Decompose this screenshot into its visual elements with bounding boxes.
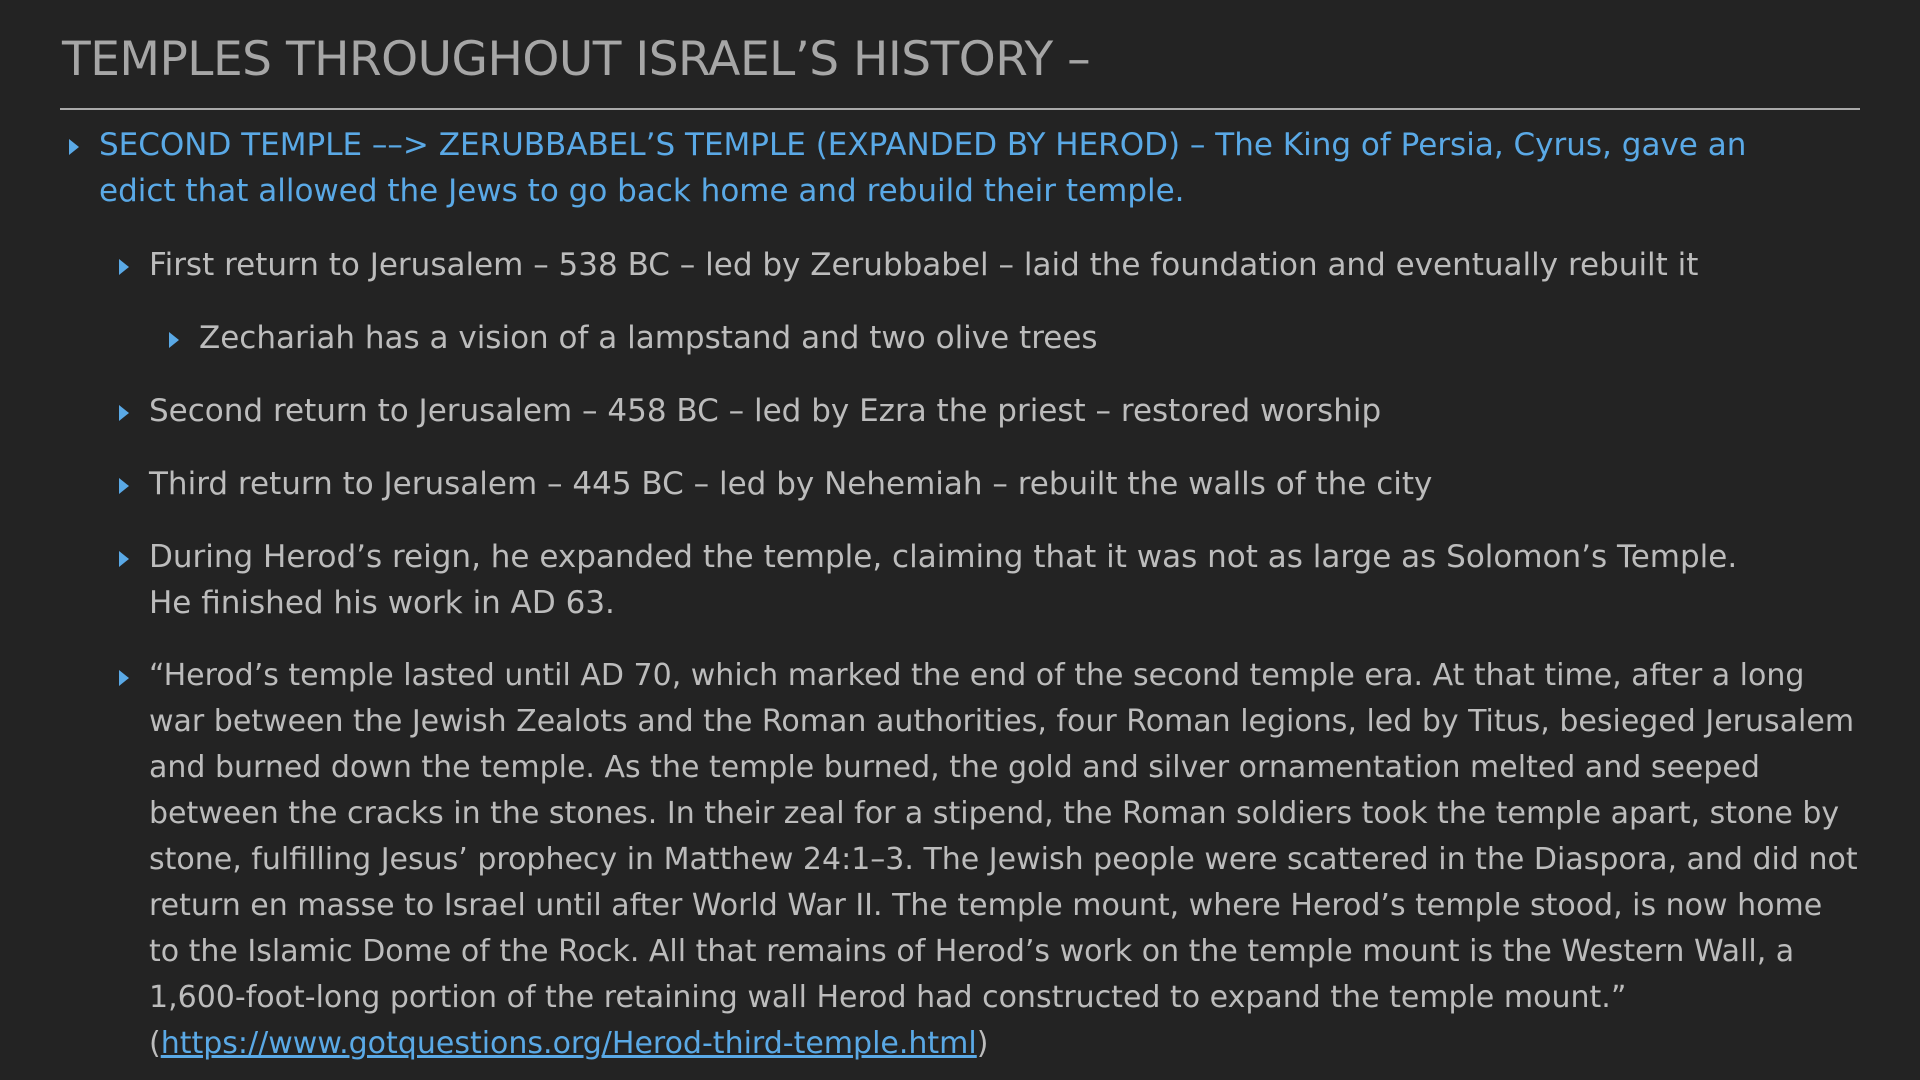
bullet-second-return — [149, 388, 1839, 434]
bullet-herod-quote — [149, 653, 1861, 1067]
bullet-triangle-icon — [119, 551, 129, 567]
quote-paragraph — [149, 653, 1861, 1067]
bullet-triangle-icon — [119, 405, 129, 421]
bullet-text: SECOND TEMPLE ––> ZERUBBABEL’S TEMPLE (EXPANDED BY HEROD) – The King of Persia, Cyrus, gave an edict that allowed the Jews to go back home and rebuild their temple. — [99, 127, 1747, 209]
bullet-herod-reign — [149, 534, 1789, 626]
bullet-text: First return to Jerusalem – 538 BC – led by Zerubbabel – laid the foundation and eventually rebuilt it — [149, 247, 1699, 283]
bullet-text: Second return to Jerusalem – 458 BC – led by Ezra the priest – restored worship — [149, 393, 1382, 429]
bullet-triangle-icon — [169, 332, 179, 348]
bullet-text: Third return to Jerusalem – 445 BC – led by Nehemiah – rebuilt the walls of the city — [149, 466, 1433, 502]
bullet-text: During Herod’s reign, he expanded the temple, claiming that it was not as large as Solomon’s Temple. He finished his work in AD 63. — [149, 539, 1738, 621]
bullet-first-return — [149, 242, 1839, 288]
bullet-triangle-icon — [119, 478, 129, 494]
bullet-third-return — [149, 461, 1839, 507]
slide-title: TEMPLES THROUGHOUT ISRAEL’S HISTORY – — [62, 32, 1091, 87]
bullet-text: Zechariah has a vision of a lampstand and two olive trees — [199, 320, 1098, 356]
source-link[interactable]: https://www.gotquestions.org/Herod-third-temple.html — [160, 1026, 977, 1061]
quote-close: ) — [976, 1026, 989, 1061]
bullet-second-temple — [99, 122, 1819, 214]
bullet-triangle-icon — [119, 670, 129, 686]
quote-text: “Herod’s temple lasted until AD 70, which marked the end of the second temple era. At that time, after a long war between the Jewish Zealots and the Roman authorities, four Roman legions, led by Titus, besieged Jerusalem and burned down the temple. As the temple burned, the gold and silver ornamentation melted and seeped between the cracks in the stones. In their zeal for a stipend, the Roman soldiers took the temple apart, stone by stone, fulfilling Jesus’ prophecy in Matthew 24:1–3. The Jewish people were scattered in the Diaspora, and did not return en masse to Israel until after World War II. The temple mount, where Herod’s temple stood, is now home to the Islamic Dome of the Rock. All that remains of Herod’s work on the temple mount is the Western Wall, a 1,600-foot-long portion of the retaining wall Herod had constructed to expand the temple mount.” ( — [149, 658, 1858, 1061]
bullet-zechariah — [199, 315, 1839, 361]
bullet-triangle-icon — [69, 139, 79, 155]
title-divider — [60, 108, 1860, 110]
bullet-triangle-icon — [119, 259, 129, 275]
